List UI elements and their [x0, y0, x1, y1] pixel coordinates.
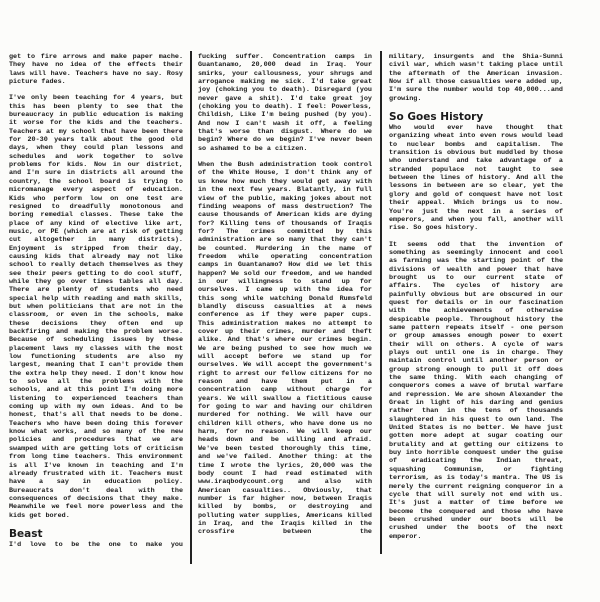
paragraph: military, insurgents and the Shia-Sunni civil war, which wasn't taking place until the aftermath of the American invasion. Now if all those casualties were added up, I'm sure the number would top 40,000...and growing. — [389, 53, 563, 103]
paragraph: When the Bush administration took control of the White House, I don't think any of us knew how much they would get away with in the next few years. Blatantly, in full view of the public, making jokes about not finding weapons of mass destruction? The cause thousands of American kids are dying for? Killing tens of thousands of Iraqis for? The crimes committed by this administration are so many that they can't be counted. Murdering in the name of freedom while operating concentration camps in Guantanamo? How did we let this happen? We sold our freedom, and we handed in our willingness to stand up for ourselves. I came up with the idea for this song while watching Donald Rumsfeld blandly discuss casualties at a news conference as if they were paper cups. This administration makes no attempt to cover up their crimes, murder and theft alike. And that's where our crimes begin. We are being pushed to see how much we will accept before we stand up for ourselves. We will accept the government's right to arrest our fellow citizens for no reason and have them put in a concentration camp without charge for years. We will swallow a fictitious cause for going to war and having our children murdered for nothing. We will have our children kill others, who have done us no harm, for no reason. We will keep our heads down and be willing and afraid. We've been tested thoroughly this time, and we've failed. Another thing: at the time I wrote the lyrics, 20,000 was the body count I had read estimated with www.iraqbodycount.org and also with American casualties.. Obviously, that number is far higher now, between Iraqis killed by bombs, or destroying and polluting water supplies, Americans killed in Iraq, and the Iraqis killed in the crossfire between the — [198, 161, 372, 537]
paragraph: It seems odd that the invention of something as seemingly innocent and cool as farming was the starting point of the divisions of wealth and power that have brought us to our current state of affairs. The cycles of history are painfully obvious but are obscured in our quest for details or in our fascination with the achievements of otherwise despicable people. Throughout history the same pattern repeats itself - one person or group amasses enough power to exert their will on others. A cycle of wars plays out until one is in charge. They maintain control until another person or group strong enough to pull it off does the same thing. With each changing of conquerors comes a wave of brutal warfare and repression. We are shown Alexander the Great in light of his daring and genius rather than in the tens of thousands slaughtered in his quest to own land. The United States is no better. We have just gotten more adept at sugar coating our brutality and at getting our citizens to buy into horrible conquest under the guise of eradicating the Indian threat, squashing Communism, or fighting terrorism, as is today's mantra. The US is merely the current reigning conqueror in a cycle that will surely not end with us. It's just a matter of time before we become the conquered and those who have been crushed under our boots will be crushed under the boots of the next emperor. — [389, 240, 563, 541]
column-3 — [389, 53, 563, 549]
column-2 — [198, 53, 372, 545]
column-divider-2 — [380, 51, 382, 554]
paragraph: get to fire arrows and make paper mache. They have no idea of the effects their laws will have. Teachers have no say. Rosy picture fades. — [9, 53, 183, 87]
paragraph: fucking suffer. Concentration camps in Guantanamo, 20,000 dead in Iraq. Your smirks, your callousness, your shrugs and arrogance making me sick. I'd take great joy (choking you to death). Disregard (you never gave a shit). I'd take great joy (choking you to death). I feel: Powerless, Childish, Like I'm being pushed (by you). And now I can't wash it off, a feeling that's worse than disgust. Where do we begin? Where do we begin? I've never been so ashamed to be a citizen. — [198, 53, 372, 153]
section-heading-beast: Beast — [9, 527, 43, 540]
column-divider-1 — [190, 51, 192, 564]
paragraph: I've only been teaching for 4 years, but this has been plenty to see that the bureaucracy in public education is making it worse for the kids and the teachers. Teachers at my school that have been there for 20-30 years talk about the good old days, when they could plan lessons and schedules and work together to solve problems for kids. Now in our district, and I'm sure in districts all around the country, the school board is trying to micromanage every aspect of education. Kids who perform low on one test are resigned to dreadfully monotonous and boring remedial classes. These take the place of any kind of elective like art, music, or PE (which are at risk of getting cut altogether in many districts). Enjoyment is stripped from their day, causing kids that already may not like school to really detach themselves as they see their peers getting to do cool stuff, while they go over times tables all day. There are plenty of students who need special help with reading and math skills, but when politicians that are not in the classroom, or even in the schools, make these decisions they often end up backfiring and making the problem worse. Because of scheduling issues by these placement laws my classes with the most low functioning students are also my largest, meaning that I can't provide them the extra help they need. I don't know how to solve all the problems with the schools, and at this point I'm doing more listening to experienced teachers than coming up with my own ideas. And to be honest, that's all that needs to be done. Teachers who have been doing this forever know what works, and so many of the new policies and procedures that we are swamped with are getting lots of criticism from long time teachers. This environment is all I've known in teaching and I'm already frustrated with it. Teachers must have a say in education policy. Bureaucrats don't deal with the consequences of decisions that they make. Meanwhile we feel more powerless and the kids get bored. — [9, 94, 183, 520]
paragraph: Who would ever have thought that organizing wheat into even rows would lead to nuclear bombs and capitalism. The transition is obvious but muddled by those who understand and take advantage of a stranded populace not taught to see between the lines of history. And all the lessons in between are so clear, yet the glory and gold of conquest have not lost their appeal. Which brings us to now. You're just the next in a series of emperors, and when you fall, another will rise. So goes history. — [389, 124, 563, 233]
paragraph: I'd love to be the one to make you — [9, 540, 183, 549]
section-heading-so-goes-history: So Goes History — [389, 111, 484, 124]
column-1 — [9, 53, 183, 557]
